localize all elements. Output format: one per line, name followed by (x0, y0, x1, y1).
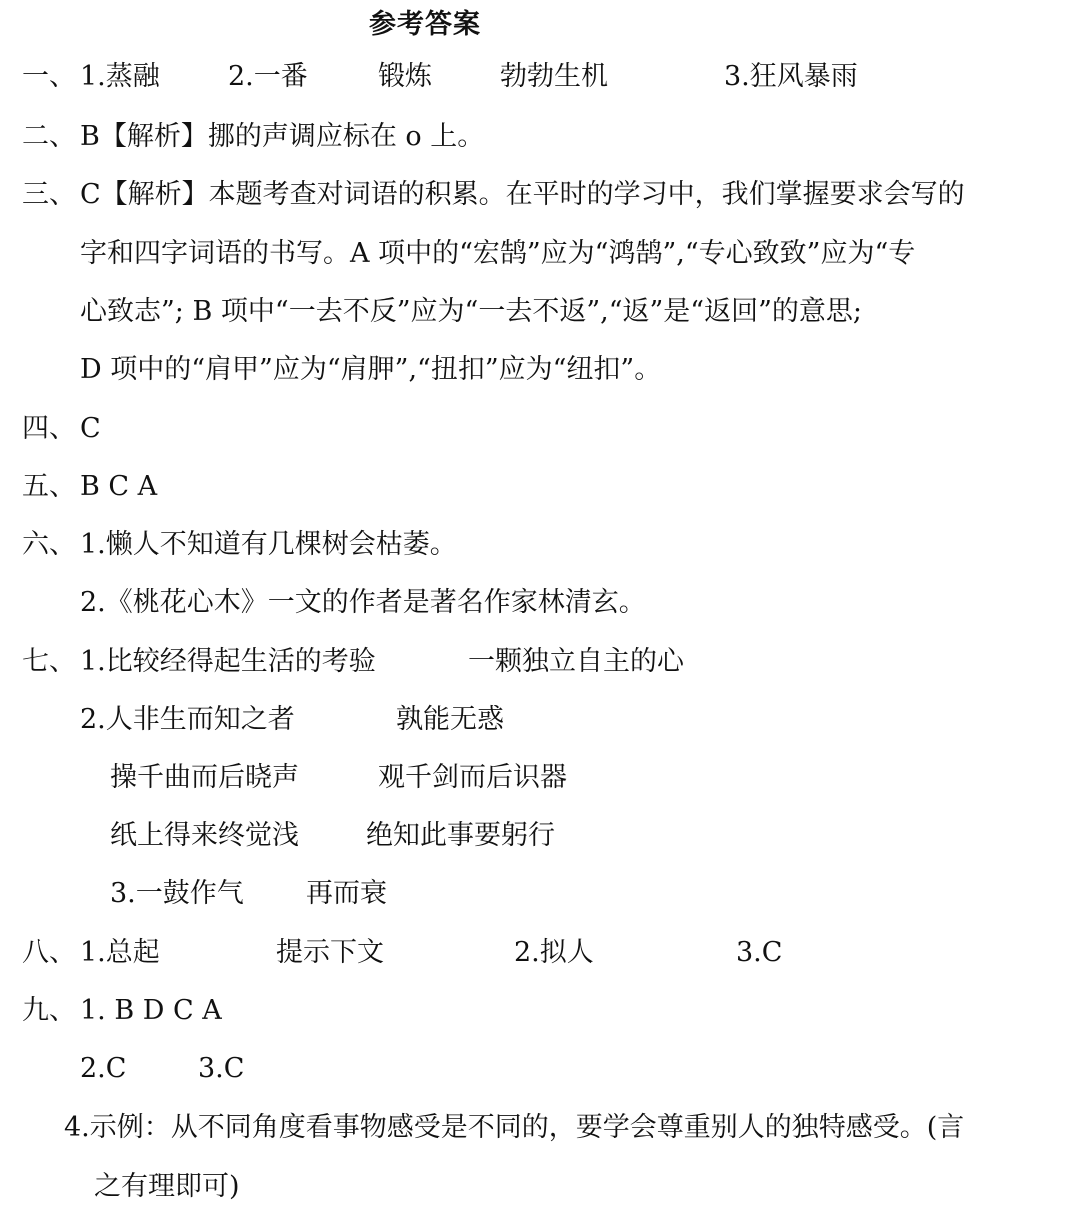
answer-text: 锻炼 (378, 61, 432, 92)
answer-text: 2.拟人 (514, 937, 594, 968)
question-number: 八、 (22, 937, 76, 968)
question-number: 二、 (22, 121, 76, 152)
answer-text: B C A (80, 471, 158, 502)
answer-text: 3.C (736, 937, 783, 968)
answer-text: 1. B D C A (80, 995, 222, 1026)
answer-2 (22, 120, 1062, 154)
answer-text: 1.总起 (80, 937, 160, 968)
answer-text: 纸上得来终觉浅 (110, 820, 299, 851)
answer-6 (22, 528, 1062, 562)
question-number: 九、 (22, 995, 76, 1026)
answer-text: 勃勃生机 (500, 61, 608, 92)
answer-8 (22, 936, 1062, 970)
answer-text: 3.C (198, 1053, 245, 1084)
answer-9-items-2-3 (80, 1052, 680, 1086)
answer-text: 观千剑而后识器 (378, 762, 567, 793)
answer-9-item-4: 4.示例：从不同角度看事物感受是不同的，要学会尊重别人的独特感受。(言 (64, 1112, 965, 1143)
answer-text: 绝知此事要躬行 (366, 820, 555, 851)
answer-6-item-2: 2.《桃花心木》一文的作者是著名作家林清玄。 (80, 587, 646, 618)
answer-3 (22, 178, 1062, 212)
answer-text: 2.人非生而知之者 (80, 704, 295, 735)
answer-text: 2.C (80, 1053, 127, 1084)
page-title: 参考答案 (369, 9, 481, 40)
answer-1 (22, 60, 1062, 94)
answer-text: 操千曲而后晓声 (110, 762, 299, 793)
question-number: 七、 (22, 646, 76, 677)
question-number: 三、 (22, 179, 76, 210)
answer-text: C (80, 413, 101, 444)
question-number: 五、 (22, 471, 76, 502)
answer-text: 提示下文 (276, 937, 384, 968)
answer-text: 一颗独立自主的心 (468, 646, 684, 677)
answer-text: B【解析】挪的声调应标在 o 上。 (80, 121, 485, 152)
question-number: 四、 (22, 413, 76, 444)
answer-3-continued: 字和四字词语的书写。A 项中的“宏鹄”应为“鸿鹄”,“专心致致”应为“专 (80, 238, 916, 269)
answer-3-continued: D 项中的“肩甲”应为“肩胛”,“扭扣”应为“纽扣”。 (80, 354, 662, 385)
answer-7-item-2 (80, 703, 980, 737)
answer-text: 再而衰 (306, 878, 387, 909)
answer-7-item-3 (110, 877, 1010, 911)
question-number: 一、 (22, 61, 76, 92)
answer-9 (22, 994, 1062, 1028)
answer-9-item-4-continued: 之有理即可) (94, 1171, 240, 1202)
answer-text: C【解析】本题考查对词语的积累。在平时的学习中，我们掌握要求会写的 (80, 179, 965, 210)
answer-5 (22, 470, 422, 504)
answer-text: 1.比较经得起生活的考验 (80, 646, 376, 677)
answer-7-item-2-line-2 (110, 761, 1010, 795)
answer-text: 1.懒人不知道有几棵树会枯萎。 (80, 529, 457, 560)
answer-text: 2.一番 (228, 61, 308, 92)
answer-text: 1.蒸融 (80, 61, 160, 92)
answer-text: 孰能无惑 (396, 704, 504, 735)
answer-4 (22, 412, 422, 446)
answer-text: 3.狂风暴雨 (724, 61, 858, 92)
answer-7 (22, 645, 1062, 679)
answer-7-item-2-line-3 (110, 819, 1010, 853)
answer-text: 3.一鼓作气 (110, 878, 244, 909)
answer-3-continued: 心致志”; B 项中“一去不反”应为“一去不返”,“返”是“返回”的意思; (80, 296, 863, 327)
question-number: 六、 (22, 529, 76, 560)
